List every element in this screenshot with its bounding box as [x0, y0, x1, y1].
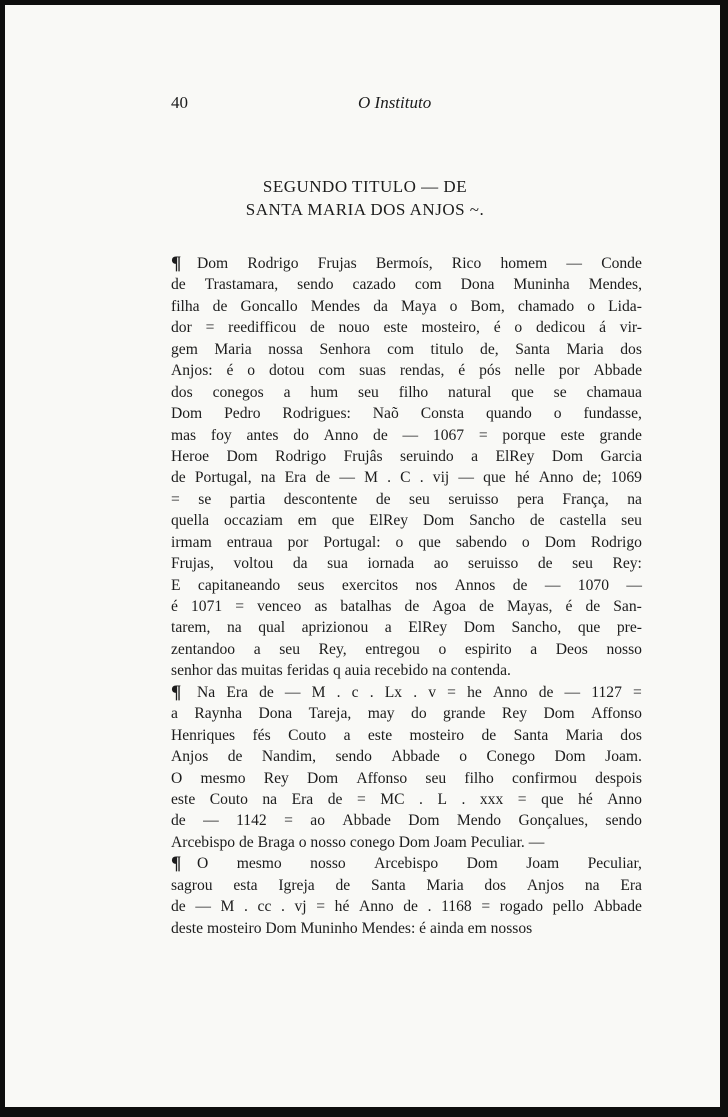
text-line: [171, 789, 642, 810]
book-page: [5, 5, 720, 1107]
pilcrow-icon: ¶: [171, 253, 182, 274]
heading-line-2: SANTA MARIA DOS ANJOS ~.: [245, 200, 485, 219]
text-line: [171, 489, 642, 510]
line-text: quella occaziam em que ElRey Dom Sancho de castella seu: [171, 512, 642, 530]
text-line: [171, 403, 642, 424]
body-text: [171, 253, 642, 939]
line-text: Dom Rodrigo Frujas Bermoís, Rico homem — Conde: [197, 255, 642, 272]
line-text: irmam entraua por Portugal: o que sabendo o Dom Rodrigo: [171, 533, 642, 551]
pilcrow-icon: ¶: [171, 853, 182, 875]
text-line: [171, 832, 642, 853]
text-line: [171, 810, 642, 831]
line-text: senhor das muitas feridas q auia recebido na contenda.: [171, 662, 511, 680]
line-text: este Couto na Era de = MC . L . xxx = que hé Anno: [171, 790, 642, 808]
line-text: zentandoo a seu Rey, entregou o espirito a Deos nosso: [171, 640, 642, 658]
text-line: [171, 768, 642, 789]
line-text: deste mosteiro Dom Muninho Mendes: é ainda em nossos: [171, 919, 533, 937]
line-text: de Trastamara, sendo cazado com Dona Muninha Mendes,: [171, 276, 642, 294]
text-line: [171, 853, 642, 874]
text-line: [171, 703, 642, 724]
paragraph: [171, 253, 642, 682]
heading-line-1: SEGUNDO TITULO — DE: [262, 177, 468, 196]
text-line: [171, 746, 642, 767]
text-line: [171, 875, 642, 896]
page-number: 40: [171, 93, 188, 112]
line-text: Henriques fés Couto a este mosteiro de Santa Maria dos: [171, 726, 642, 744]
pilcrow-icon: ¶: [171, 681, 182, 703]
line-text: Dom Pedro Rodrigues: Naõ Consta quando o fundasse,: [171, 405, 642, 423]
text-line: [171, 510, 642, 531]
text-line: [171, 467, 642, 488]
line-text: Anjos: é o dotou com suas rendas, é pós nelle por Abbade: [171, 362, 642, 380]
line-text: O mesmo nosso Arcebispo Dom Joam Peculiar,: [197, 855, 642, 873]
text-line: [171, 553, 642, 574]
paragraph: [171, 853, 642, 939]
paragraph: [171, 682, 642, 854]
line-text: filha de Goncallo Mendes da Maya o Bom, chamado o Lida-: [171, 297, 642, 315]
text-line: [171, 446, 642, 467]
line-text: de — M . cc . vj = hé Anno de . 1168 = rogado pello Abbade: [171, 898, 642, 916]
text-line: [171, 596, 642, 617]
line-text: de — 1142 = ao Abbade Dom Mendo Gonçalues, sendo: [171, 812, 642, 830]
text-line: [171, 274, 642, 295]
line-text: Frujas, voltou da sua iornada ao seruisso de seu Rey:: [171, 555, 642, 573]
text-line: [171, 296, 642, 317]
text-line: [171, 639, 642, 660]
line-text: dos conegos a hum seu filho natural que se chamaua: [171, 383, 642, 401]
line-text: gem Maria nossa Senhora com titulo de, Santa Maria dos: [171, 340, 642, 358]
line-text: Na Era de — M . c . Lx . v = he Anno de — 1127 =: [197, 683, 642, 701]
text-line: [171, 660, 642, 681]
text-line: [171, 339, 642, 360]
line-text: sagrou esta Igreja de Santa Maria dos Anjos na Era: [171, 876, 642, 894]
text-line: [171, 382, 642, 403]
text-line: [171, 725, 642, 746]
line-text: Anjos de Nandim, sendo Abbade o Conego Dom Joam.: [171, 748, 642, 766]
text-line: [171, 575, 642, 596]
line-text: Heroe Dom Rodrigo Frujâs seruindo a ElRey Dom Garcia: [171, 447, 642, 465]
line-text: tarem, na qual aprizionou a ElRey Dom Sancho, que pre-: [171, 619, 642, 637]
line-text: O mesmo Rey Dom Affonso seu filho confirmou despois: [171, 769, 642, 787]
section-heading: [165, 175, 565, 221]
running-title: O Instituto: [358, 93, 432, 112]
line-text: E capitaneando seus exercitos nos Annos de — 1070 —: [171, 576, 642, 594]
text-line: [171, 896, 642, 917]
line-text: Arcebispo de Braga o nosso conego Dom Joam Peculiar. —: [171, 833, 545, 851]
text-line: [171, 682, 642, 703]
text-line: [171, 317, 642, 338]
line-text: é 1071 = venceo as batalhas de Agoa de Mayas, é de San-: [171, 598, 642, 615]
line-text: de Portugal, na Era de — M . C . vij — que hé Anno de; 1069: [171, 469, 642, 487]
line-text: a Raynha Dona Tareja, may do grande Rey Dom Affonso: [171, 705, 642, 723]
text-line: [171, 425, 642, 446]
line-text: = se partia descontente de seu seruisso pera França, na: [171, 490, 642, 508]
text-line: [171, 532, 642, 553]
text-line: [171, 918, 642, 939]
line-text: mas foy antes do Anno de — 1067 = porque este grande: [171, 426, 642, 444]
line-text: dor = reedifficou de nouo este mosteiro, é o dedicou á vir-: [171, 319, 642, 337]
text-line: [171, 253, 642, 274]
text-line: [171, 617, 642, 638]
text-line: [171, 360, 642, 381]
